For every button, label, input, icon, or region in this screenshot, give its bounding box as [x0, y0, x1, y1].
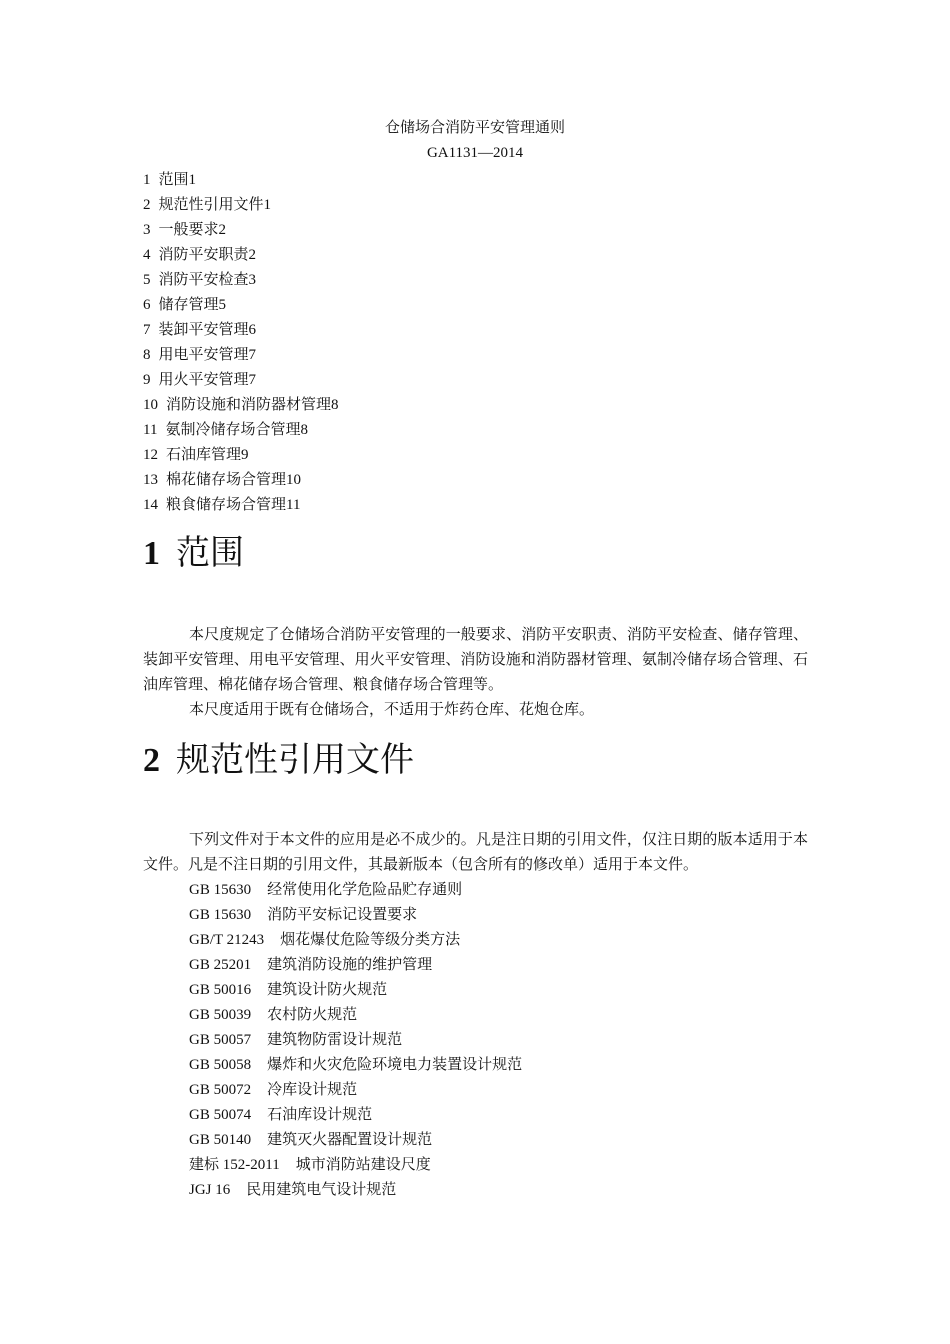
toc-number: 9 — [143, 372, 151, 388]
reference-item — [189, 1027, 522, 1052]
toc-number: 14 — [143, 497, 158, 513]
toc-page: 7 — [248, 372, 257, 388]
reference-code: GB 50057 — [189, 1032, 252, 1048]
toc-label: 消防设施和消防器材管理 — [166, 395, 332, 413]
reference-title: 烟花爆仗危险等级分类方法 — [280, 930, 461, 948]
toc-number: 5 — [143, 272, 151, 288]
toc-page: 8 — [331, 397, 339, 413]
toc-label: 范围 — [158, 170, 189, 188]
reference-title: 冷库设计规范 — [267, 1080, 358, 1098]
reference-item — [189, 877, 522, 902]
scope-paragraph: 本尺度规定了仓储场合消防平安管理的一般要求、消防平安职责、消防平安检查、储存管理、装卸平安管理、用电平安管理、用火平安管理、消防设施和消防器材管理、氨制冷储存场合管理、石油库管理、棉花储存场合管理、粮食储存场合管理等。 — [143, 625, 808, 693]
toc-page: 6 — [248, 322, 257, 338]
toc-page: 3 — [248, 272, 257, 288]
toc-page: 2 — [248, 247, 257, 263]
reference-title: 建筑灭火器配置设计规范 — [267, 1130, 433, 1148]
reference-title: 石油库设计规范 — [267, 1105, 373, 1123]
reference-item — [189, 977, 522, 1002]
reference-item — [189, 1002, 522, 1027]
toc-item[interactable] — [143, 392, 339, 417]
toc-label: 规范性引用文件 — [158, 195, 264, 213]
toc-label: 石油库管理 — [166, 445, 242, 463]
scope-applicability-paragraph: 本尺度适用于既有仓储场合，不适用于炸药仓库、花炮仓库。 — [189, 700, 595, 718]
toc-label: 用火平安管理 — [158, 370, 249, 388]
reference-item — [189, 1102, 522, 1127]
references-intro-paragraph: 下列文件对于本文件的应用是必不成少的。凡是注日期的引用文件，仅注日期的版本适用于本文件。凡是不注日期的引用文件，其最新版本（包含所有的修改单）适用于本文件。 — [143, 830, 808, 873]
toc-page: 7 — [248, 347, 257, 363]
toc-item[interactable] — [143, 417, 339, 442]
toc-number: 1 — [143, 172, 151, 188]
toc-label: 用电平安管理 — [158, 345, 249, 363]
reference-list — [189, 877, 522, 1202]
reference-code: GB 50140 — [189, 1132, 252, 1148]
reference-title: 城市消防站建设尺度 — [295, 1155, 431, 1173]
toc-label: 氨制冷储存场合管理 — [165, 420, 301, 438]
toc-page: 1 — [188, 172, 197, 188]
section-number: 2 — [143, 742, 160, 779]
toc-page: 1 — [263, 197, 272, 213]
reference-title: 建筑消防设施的维护管理 — [267, 955, 433, 973]
toc-item[interactable] — [143, 192, 339, 217]
reference-code: GB 25201 — [189, 957, 252, 973]
toc-number: 10 — [143, 397, 158, 413]
toc-item[interactable] — [143, 317, 339, 342]
reference-item — [189, 1152, 522, 1177]
reference-title: 爆炸和火灾危险环境电力装置设计规范 — [267, 1055, 523, 1073]
toc-number: 4 — [143, 247, 151, 263]
reference-title: 消防平安标记设置要求 — [267, 905, 418, 923]
reference-code: GB 50039 — [189, 1007, 252, 1023]
reference-code: GB 50016 — [189, 982, 252, 998]
reference-item — [189, 1127, 522, 1152]
toc-page: 8 — [300, 422, 308, 438]
reference-item — [189, 902, 522, 927]
section-2-heading — [143, 740, 414, 781]
reference-item — [189, 1052, 522, 1077]
toc-item[interactable] — [143, 492, 339, 517]
reference-code: GB 50058 — [189, 1057, 252, 1073]
section-number: 1 — [143, 535, 160, 572]
toc-page: 10 — [286, 472, 302, 488]
toc-number: 2 — [143, 197, 151, 213]
toc-label: 粮食储存场合管理 — [166, 495, 287, 513]
toc-item[interactable] — [143, 217, 339, 242]
toc-page: 2 — [218, 222, 227, 238]
toc-label: 消防平安职责 — [158, 245, 249, 263]
section-title: 规范性引用文件 — [176, 740, 414, 780]
toc-number: 6 — [143, 297, 151, 313]
toc-number: 8 — [143, 347, 151, 363]
toc-page: 9 — [241, 447, 249, 463]
table-of-contents — [143, 167, 339, 517]
toc-number: 12 — [143, 447, 158, 463]
reference-code: GB/T 21243 — [189, 932, 265, 948]
reference-code: GB 50074 — [189, 1107, 252, 1123]
section-title: 范围 — [176, 533, 244, 573]
toc-number: 3 — [143, 222, 151, 238]
toc-label: 装卸平安管理 — [158, 320, 249, 338]
toc-label: 消防平安检查 — [158, 270, 249, 288]
document-code: GA1131—2014 — [426, 145, 524, 161]
document-title: 仓储场合消防平安管理通则 — [384, 118, 565, 136]
toc-item[interactable] — [143, 167, 339, 192]
toc-label: 储存管理 — [158, 295, 219, 313]
reference-code: JGJ 16 — [189, 1182, 231, 1198]
toc-number: 13 — [143, 472, 158, 488]
section-1-heading — [143, 533, 244, 574]
reference-code: GB 50072 — [189, 1082, 252, 1098]
reference-item — [189, 1077, 522, 1102]
toc-number: 7 — [143, 322, 151, 338]
toc-item[interactable] — [143, 442, 339, 467]
toc-page: 11 — [286, 497, 301, 513]
reference-code: 建标 152-2011 — [189, 1157, 280, 1173]
toc-label: 棉花储存场合管理 — [166, 470, 287, 488]
reference-title: 民用建筑电气设计规范 — [246, 1180, 397, 1198]
toc-item[interactable] — [143, 342, 339, 367]
toc-item[interactable] — [143, 267, 339, 292]
toc-number: 11 — [143, 422, 158, 438]
reference-title: 建筑设计防火规范 — [267, 980, 388, 998]
toc-label: 一般要求 — [158, 220, 219, 238]
toc-item[interactable] — [143, 242, 339, 267]
toc-item[interactable] — [143, 292, 339, 317]
reference-title: 经常使用化学危险品贮存通则 — [267, 880, 463, 898]
reference-title: 建筑物防雷设计规范 — [267, 1030, 403, 1048]
reference-item — [189, 927, 522, 952]
reference-item — [189, 952, 522, 977]
toc-item[interactable] — [143, 367, 339, 392]
reference-code: GB 15630 — [189, 907, 252, 923]
reference-item — [189, 1177, 522, 1202]
reference-code: GB 15630 — [189, 882, 252, 898]
reference-title: 农村防火规范 — [267, 1005, 358, 1023]
toc-item[interactable] — [143, 467, 339, 492]
toc-page: 5 — [218, 297, 227, 313]
